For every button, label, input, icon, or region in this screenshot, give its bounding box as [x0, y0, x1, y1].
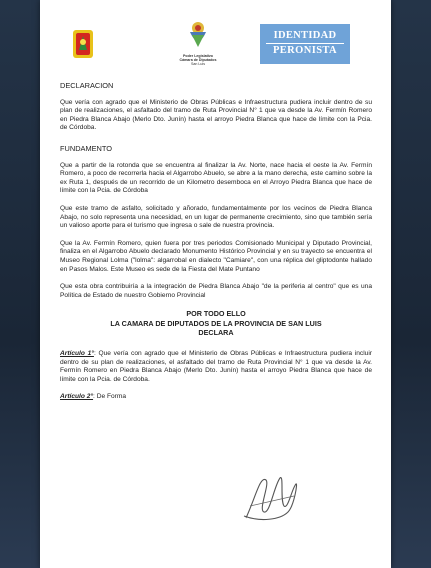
- fundamento-paragraph-1: Que a partir de la rotonda que se encuentra al finalizar la Av. Norte, nace hacia el oeste la Av. Fermín Romero, a poco de recorrerla hacia el Algarrobo Abuelo, se abre a la mano derecha, este camino sobre la ex Ruta 1, después de un recorrido de un Kilometro desemboca en el Arroyo Piedra Blanca que hace de límite con la Pcia. de Córdoba: [60, 161, 372, 195]
- article-1-text: : Que vería con agrado que el Ministerio de Obras Públicas e Infraestructura pudiera incluir dentro de su plan de realizaciones, el asfaltado del tramo de Ruta Provincial N° 1 que va desde la Av. Fermín Romero en Piedra Blanca Abajo (Merlo Dto. Junín) hasta el arroyo Piedra Blanca que hace de límite con la Pcia. de Córdoba.: [60, 350, 372, 383]
- resolution-header: [60, 309, 372, 338]
- crest-caption-3: San Luis: [191, 62, 205, 66]
- fundamento-heading: FUNDAMENTO: [60, 143, 113, 153]
- identidad-peronista-logo: [260, 24, 350, 64]
- article-1: [60, 350, 372, 384]
- crest-caption-2: Cámara de Diputados: [179, 57, 217, 62]
- background-left: [0, 0, 40, 568]
- article-2-text: : De Forma: [93, 393, 127, 401]
- declaracion-text: Que vería con agrado que el Ministerio de Obras Públicas e Infraestructura pudiera incluir dentro de su plan de realizaciones, el asfaltado del tramo de Ruta Provincial N° 1 que va desde la Av. Fermín Romero en Piedra Blanca Abajo (Merlo Dto. Junín) hasta el arroyo Piedra Blanca que hace de límite con la Pcia. de Córdoba.: [60, 98, 372, 132]
- article-2-label: Artículo 2°: [60, 393, 94, 401]
- background-right: [391, 0, 431, 568]
- article-1-label: Artículo 1°: [60, 350, 94, 358]
- coat-of-arms-icon: [184, 20, 212, 50]
- logo-line-1: IDENTIDAD: [273, 30, 337, 41]
- fundamento-paragraph-3: Que la Av. Fermín Romero, quien fuera por tres periodos Comisionado Municipal y Diputado Provincial, finaliza en el Algarrobo Abuelo declarado Monumento Histórico Provincial y en su trayecto se encuentra el Museo Regional Lolma ("lolma": algarrobal en dialecto "Camiare", con una réplica del gliptodonte hallado en Pasos Malos. Este Museo es sede de la Fiesta del Mate Puntano: [60, 239, 372, 273]
- logo-line-2: PERONISTA: [272, 45, 338, 56]
- declara-title: DECLARA: [198, 328, 234, 338]
- camara-title: LA CAMARA DE DIPUTADOS DE LA PROVINCIA DE SAN LUIS: [110, 318, 322, 328]
- party-logo-icon: [70, 28, 96, 60]
- chamber-crest: [168, 20, 228, 72]
- fundamento-paragraph-2: Que este tramo de asfalto, solicitado y añorado, fundamentalmente por los vecinos de Piedra Blanca Abajo, no solo representa una necesidad, en un lugar de permanente crecimiento, sino que también sería un valioso aporte para el turismo que ingresa o sale de nuestra provincia.: [60, 204, 372, 230]
- por-todo-ello: POR TODO ELLO: [186, 309, 246, 319]
- crest-caption-1: Poder Legislativo: [183, 53, 213, 58]
- handwritten-signature-icon: [236, 466, 306, 530]
- signature-stamp: [240, 528, 296, 532]
- declaracion-heading: DECLARACION: [60, 81, 114, 90]
- document-body: [60, 82, 372, 411]
- article-2: [60, 393, 372, 402]
- document-page: [40, 0, 391, 568]
- fundamento-paragraph-4: Que esta obra contribuiría a la integración de Piedra Blanca Abajo "de la periferia al centro" que es una Política de Estado de nuestro Gobierno Provincial: [60, 283, 372, 299]
- letterhead: [40, 18, 391, 73]
